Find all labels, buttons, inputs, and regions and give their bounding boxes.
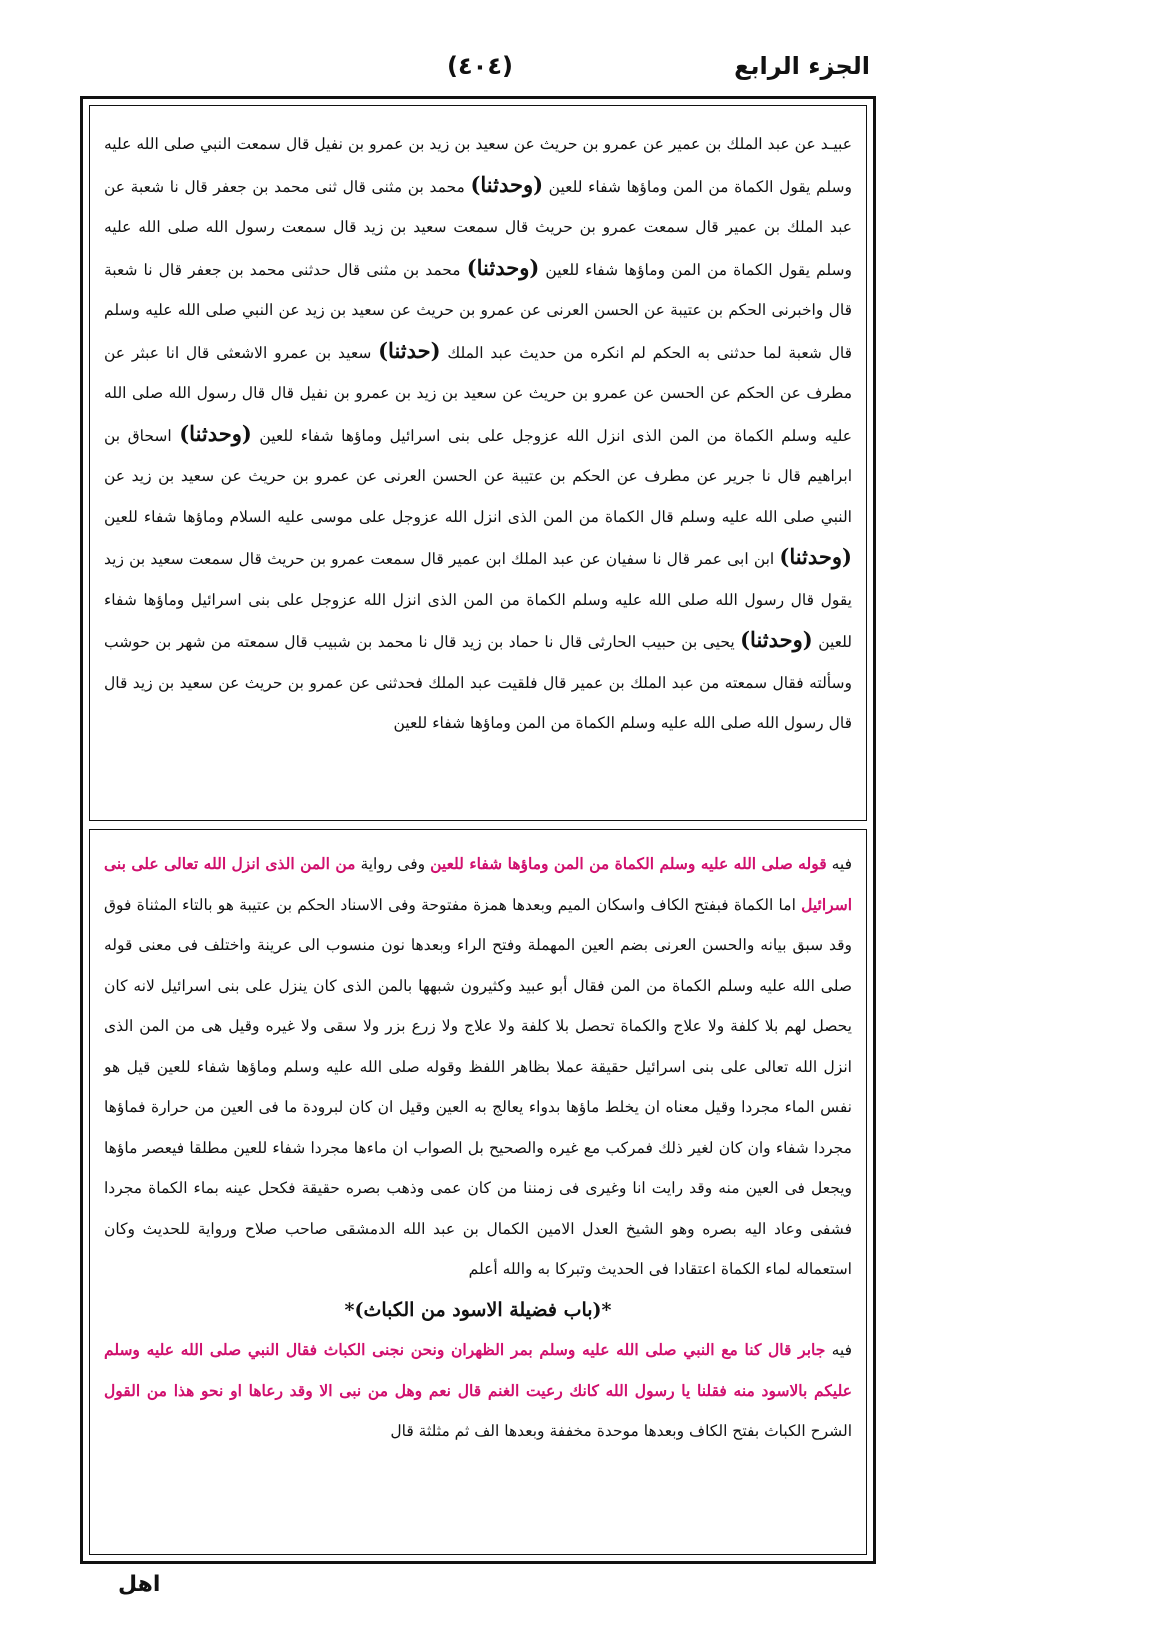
commentary-box: [89, 829, 867, 1555]
commentary-body: اما الكماة فبفتح الكاف واسكان الميم وبعدها همزة مفتوحة وفى الاسناد الحكم بن عتيبة هو بالتاء المثناة فوق وقد سبق بيانه والحسن العرنى بضم العين المهملة وفتح الراء وبعدها نون منسوب الى عرينة واختلف فى معنى قوله صلى الله عليه وسلم الكماة من المن فقال أبو عبيد وكثيرون شبهها بالمن الذى كان ينزل على بنى اسرائيل لانه كان يحصل لهم بلا كلفة ولا علاج والكماة تحصل بلا كلفة ولا علاج ولا زرع بزر ولا سقى ولا غيره وقيل هى من المن الذى انزل الله تعالى على بنى اسرائيل حقيقة عملا بظاهر اللفظ وقوله صلى الله عليه وسلم وماؤها شفاء للعين قيل هو نفس الماء مجردا وقيل معناه ان يخلط ماؤها بدواء يعالج به العين وقيل ان كان لبرودة ما فى العين من حرارة فماؤها مجردا شفاء وان كان لغير ذلك فمركب مع غيره والصحيح بل الصواب ان ماءها مجردا شفاء للعين مطلقا فيعصر ماؤها ويجعل فى العين منه وقد رايت انا وغيرى فى زمننا من كان عمى وذهب بصره حقيقة فكحل عينه بماء الكماة مجردا فشفى وعاد اليه بصره وهو الشيخ العدل الامين الكمال بن عبد الله الدمشقى صاحب صلاح ورواية للحديث وكان استعماله لماء الكماة اعتقادا فى الحديث وتبركا به والله أعلم: [104, 895, 852, 1278]
hadith-marker: (حدثنا): [378, 337, 441, 363]
hadith-paragraph: عبيـد عن عبد الملك بن عمير عن عمرو بن حريث عن سعيد بن زيد بن عمرو بن نفيل قال سمعت النبي صلى الله عليه وسلم يقول الكماة من المن وماؤها شفاء للعين: [104, 135, 853, 196]
page-header: [90, 48, 870, 98]
commentary-intro: فيه: [831, 855, 852, 873]
quoted-text: قوله صلى الله عليه وسلم الكماة من المن وماؤها شفاء للعين: [430, 854, 827, 873]
hadith-marker: (وحدثنا): [740, 627, 813, 652]
hadith-marker: (وحدثنا): [466, 254, 540, 280]
part-title: الجزء الرابع: [734, 52, 870, 80]
hadith-marker: (وحدثنا): [779, 544, 852, 569]
quoted-text: من المن الذى انزل الله تعالى على بنى اسرائيل: [104, 854, 853, 914]
commentary-text: [104, 844, 852, 1452]
commentary-connector: وفى رواية: [360, 855, 426, 873]
hadith-paragraph: سعيد بن عمرو الاشعثى قال انا عبثر عن مطرف عن الحكم عن الحسن عن عمرو بن حريث عن سعيد بن زيد بن عمرو بن نفيل قال قال رسول الله صلى الله عليه وسلم الكماة من المن الذى انزل الله عزوجل على بنى اسرائيل وماؤها شفاء للعين: [104, 343, 852, 445]
hadith-paragraph: ابن ابى عمر قال نا سفيان عن عبد الملك ابن عمير قال سمعت عمرو بن حريث قال سمعت سعيد بن زيد يقول قال رسول الله صلى الله عليه وسلم الكماة من المن الذى انزل الله عزوجل على بنى اسرائيل وماؤها شفاء للعين: [104, 550, 852, 651]
page-frame: [80, 96, 876, 1564]
commentary-intro: فيه: [831, 1341, 852, 1359]
page-number: (٤٠٤): [447, 52, 513, 80]
catchword: اهل: [118, 1572, 161, 1597]
hadith-paragraph: اسحاق بن ابراهيم قال نا جرير عن مطرف عن الحكم بن عتيبة عن الحسن العرنى عن عمرو بن حريث عن سعيد بن زيد عن النبي صلى الله عليه وسلم قال الكماة من المن الذى انزل الله عزوجل على موسى عليه السلام وماؤها شفاء للعين: [104, 426, 852, 526]
hadith-marker: (وحدثنا): [179, 420, 252, 446]
hadith-paragraph: محمد بن مثنى قال ثنى محمد بن جعفر قال نا شعبة عن عبد الملك بن عمير قال سمعت عمرو بن حريث قال سمعت سعيد بن زيد قال سمعت رسول الله صلى الله عليه وسلم يقول الكماة من المن وماؤها شفاء للعين: [104, 177, 853, 279]
hadith-paragraph: محمد بن مثنى قال حدثنى محمد بن جعفر قال نا شعبة قال واخبرنى الحكم بن عتيبة عن الحسن العرنى عن عمرو بن حريث عن سعيد بن زيد عن النبي صلى الله عليه وسلم قال شعبة لما حدثنى به الحكم لم انكره من حديث عبد الملك: [104, 260, 852, 362]
hadith-marker: (وحدثنا): [470, 171, 544, 197]
hadith-text: [104, 124, 852, 744]
commentary-body: الشرح الكباث بفتح الكاف وبعدها موحدة مخففة وبعدها الف ثم مثلثة قال: [390, 1422, 852, 1440]
hadith-paragraph: يحيى بن حبيب الحارثى قال نا حماد بن زيد قال نا محمد بن شبيب قال سمعته من شهر بن حوشب وسألته فقال سمعته من عبد الملك بن عمير قال فلقيت عبد الملك فحدثنى عن عمرو بن حريث عن سعيد بن زيد قال قال رسول الله صلى الله عليه وسلم الكماة من المن وماؤها شفاء للعين: [104, 633, 852, 732]
chapter-title: *(باب فضيلة الاسود من الكباث)*: [344, 1298, 612, 1321]
quoted-text: جابر قال كنا مع النبي صلى الله عليه وسلم بمر الظهران ونحن نجنى الكباث فقال النبي صلى الله عليه وسلم عليكم بالاسود منه فقلنا يا رسول الله كانك رعيت الغنم قال نعم وهل من نبى الا وقد رعاها او نحو هذا من القول: [104, 1340, 852, 1400]
hadith-box: [89, 105, 867, 821]
